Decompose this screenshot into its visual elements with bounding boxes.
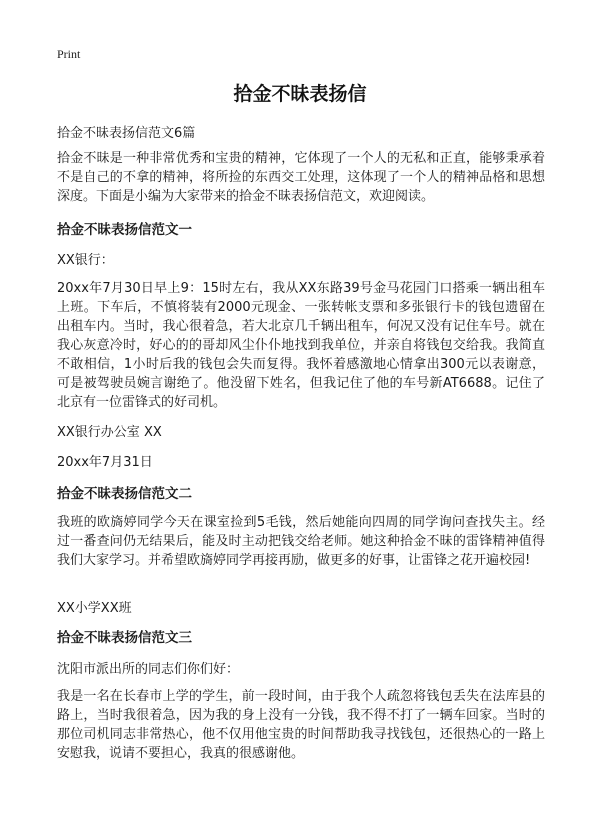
letter-1-body: 20xx年7月30日早上9：15时左右，我从XX东路39号金马花园门口搭乘一辆出租车上班。下车后，不慎将装有2000元现金、一张转帐支票和多张银行卡的钱包遗留在出租车内。当时，我心很着急，若大北京几千辆出租车，何况又没有记住车号。就在我心灰意冷时，好心的的哥却风尘仆仆地找到我单位，并亲自将钱包交给我。我简直不敢相信，1小时后我的钱包会失而复得。我怀着感激地心情拿出300元以表谢意，可是被驾驶员婉言谢绝了。他没留下姓名，但我记住了他的车号新AT6688。记住了北京有一位雷锋式的好司机。 xyxy=(57,281,545,410)
letter-3-body: 我是一名在长春市上学的学生，前一段时间，由于我个人疏忽将钱包丢失在法库县的路上，当时我很着急，因为我的身上没有一分钱，我不得不打了一辆车回家。当时的那位司机同志非常热心，他不仅用他宝贵的时间帮助我寻找钱包，还很热心的一路上安慰我，说请不要担心，我真的很感谢他。 xyxy=(57,689,545,761)
letter-3-salutation: 沈阳市派出所的同志们你们好： xyxy=(57,662,240,677)
letter-1-salutation: XX银行： xyxy=(57,253,114,268)
print-label[interactable]: Print xyxy=(57,47,81,61)
intro-paragraph: 拾金不昧是一种非常优秀和宝贵的精神，它体现了一个人的无私和正直，能够秉承着不是自己的不拿的精神，将所捡的东西交工处理，这体现了一个人的精神品格和思想深度。下面是小编为大家带来的拾金不昧表扬信范文，欢迎阅读。 xyxy=(57,151,545,204)
letter-1-heading: 拾金不昧表扬信范文一 xyxy=(57,222,192,238)
page-title: 拾金不昧表扬信 xyxy=(233,83,367,105)
letter-2-signature: XX小学XX班 xyxy=(57,601,132,616)
letter-3-heading: 拾金不昧表扬信范文三 xyxy=(57,630,192,646)
letter-2-body: 我班的欧旖婷同学今天在课室捡到5毛钱，然后她能向四周的同学询问查找失主。经过一番查问仍无结果后，能及时主动把钱交给老师。她这种拾金不昧的雷锋精神值得我们大家学习。并希望欧旖婷同学再接再励，做更多的好事，让雷锋之花开遍校园! xyxy=(57,515,545,568)
document-subtitle: 拾金不昧表扬信范文6篇 xyxy=(57,126,196,141)
letter-1-signature: XX银行办公室 XX xyxy=(57,425,162,440)
letter-1-date: 20xx年7月31日 xyxy=(57,455,153,470)
letter-2-heading: 拾金不昧表扬信范文二 xyxy=(57,486,192,502)
